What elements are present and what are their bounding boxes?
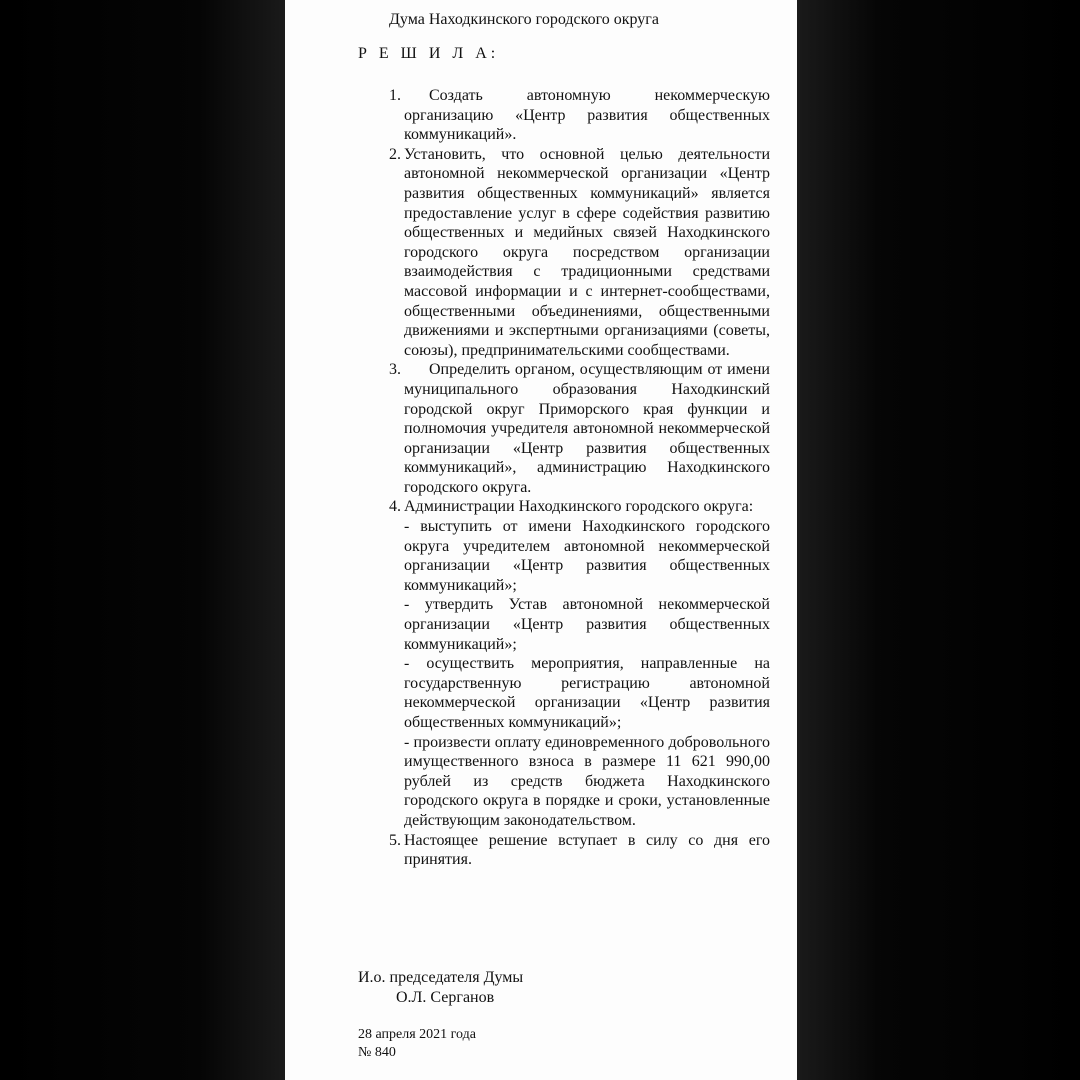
decision-item-1 (389, 86, 770, 145)
date-block (358, 1026, 476, 1062)
item-number: 4. (389, 498, 401, 516)
item-text: Определить органом, осуществляющим от имени муниципального образования Находкинский городской округ Приморского края функции и полномочия учредителя автономной некоммерческой организации «Центр развития общественных коммуникаций», администрацию Находкинского городского округа. (404, 361, 770, 496)
item-number: 2. (389, 145, 401, 163)
item-number: 5. (389, 831, 401, 849)
resolved-heading: Р Е Ш И Л А: (358, 45, 500, 62)
signature-title: И.о. председателя Думы (358, 969, 524, 986)
document-date: 28 апреля 2021 года (358, 1027, 476, 1042)
decision-item-2 (389, 145, 770, 361)
decision-subitem: - произвести оплату единовременного добровольного имущественного взноса в размере 11 621 990,00 рублей из средств бюджета Находкинского городского округа в порядке и сроки, установленные действующим законодательством. (404, 733, 770, 829)
document-page (285, 0, 797, 1080)
item-number: 1. (389, 87, 401, 104)
signature-block (358, 968, 523, 1008)
item-text: Администрации Находкинского городского округа: (404, 498, 754, 516)
decision-item-5 (389, 831, 770, 870)
item-text: Создать автономную некоммерческую организацию «Центр развития общественных коммуникаций». (404, 87, 770, 144)
item-text: Настоящее решение вступает в силу со дня его принятия. (404, 831, 770, 869)
item-number: 3. (389, 361, 401, 379)
decision-subitem: - утвердить Устав автономной некоммерческой организации «Центр развития общественных коммуникаций»; (404, 596, 770, 653)
decision-item-3 (389, 360, 770, 497)
signature-name: О.Л. Серганов (396, 989, 495, 1006)
left-background (0, 0, 285, 1080)
decision-item-4 (389, 497, 770, 517)
decision-subitem: - выступить от имени Находкинского городского округа учредителем автономной некоммерческой организации «Центр развития общественных коммуникаций»; (404, 518, 770, 594)
item-text: Установить, что основной целью деятельности автономной некоммерческой организации «Центр развития общественных коммуникаций» является предоставление услуг в сфере содействия развитию общественных и медийных связей Находкинского городского округа посредством организации взаимодействия с традиционными средствами массовой информации и с интернет-сообществами, общественными объединениями, общественными движениями и экспертными организациями (советы, союзы), предпринимательскими сообществами. (404, 145, 770, 359)
decision-items (389, 86, 770, 870)
decision-subitem: - осуществить мероприятия, направленные на государственную регистрацию автономной некоммерческой организации «Центр развития общественных коммуникаций»; (404, 655, 770, 731)
document-number: № 840 (358, 1045, 396, 1060)
document-header: Дума Находкинского городского округа (389, 11, 659, 28)
right-background (797, 0, 1080, 1080)
